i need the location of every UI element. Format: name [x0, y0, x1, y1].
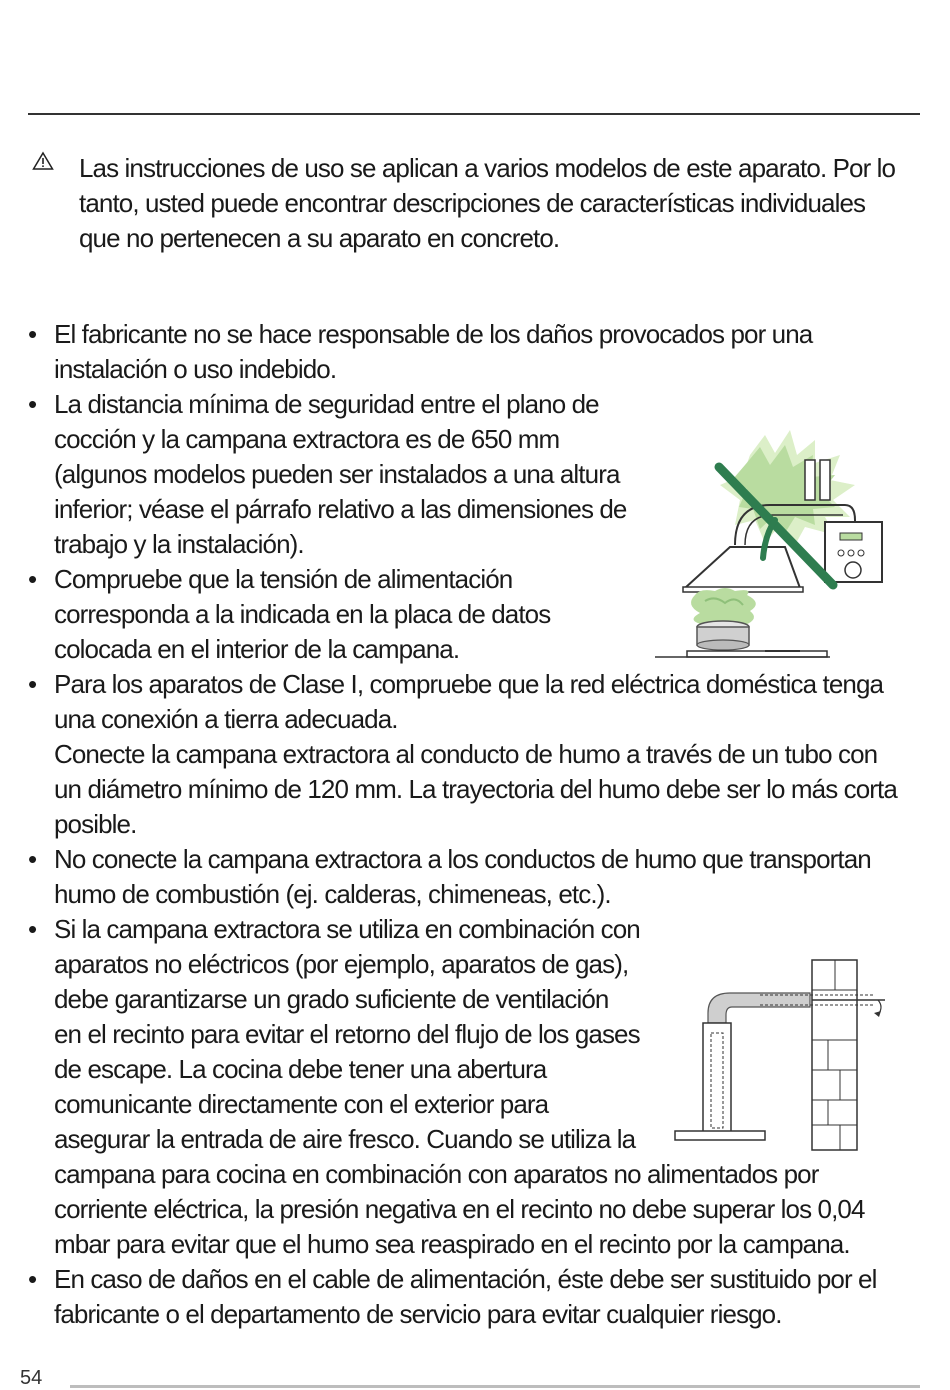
bullet-text: La distancia mínima de seguridad entre el plano de cocción y la campana extractora es de 650 mm (algunos modelos pueden ser instalados a una altura inferior; véase el párrafo relativo a las dimensiones de trabajo y la instalación).: [54, 389, 627, 559]
bullet-dot: •: [28, 319, 37, 349]
list-item: [28, 1262, 908, 1332]
duct-through-wall-illustration: [670, 955, 900, 1155]
footer-rule: [70, 1385, 920, 1388]
bullet-text: Compruebe que la tensión de alimentación corresponda a la indicada en la placa de datos colocada en el interior de la campana.: [54, 564, 551, 664]
top-rule: [28, 113, 920, 115]
bullet-text-continued: Conecte la campana extractora al conducto de humo a través de un tubo con un diámetro mínimo de 120 mm. La trayectoria del humo debe ser lo más corta posible.: [54, 739, 897, 839]
warning-triangle-icon: [32, 151, 54, 171]
bullet-dot: •: [28, 669, 37, 699]
list-item: [28, 842, 908, 912]
bullet-text: En caso de daños en el cable de alimentación, éste debe ser sustituido por el fabricante o el departamento de servicio para evitar cualquier riesgo.: [54, 1264, 877, 1329]
bullet-dot: •: [28, 564, 37, 594]
bullet-text: No conecte la campana extractora a los conductos de humo que transportan humo de combustión (ej. calderas, chimeneas, etc.).: [54, 844, 871, 909]
list-item: [28, 317, 908, 387]
bullet-dot: •: [28, 914, 37, 944]
warning-note: [32, 151, 902, 256]
hood-installation-illustration: [655, 425, 890, 665]
list-item: [28, 667, 908, 842]
note-text: Las instrucciones de uso se aplican a varios modelos de este aparato. Por lo tanto, usted puede encontrar descripciones de características individuales que no pertenecen a su aparato en concreto.: [79, 153, 896, 253]
bullet-dot: •: [28, 844, 37, 874]
page-number: 54: [20, 1367, 43, 1389]
bullet-dot: •: [28, 389, 37, 419]
bullet-dot: •: [28, 1264, 37, 1294]
bullet-text: Si la campana extractora se utiliza en combinación con aparatos no eléctricos (por ejemplo, aparatos de gas), debe garantizarse un grado suficiente de ventilación en el recinto para evitar el retorno del flujo de los gases de escape. La cocina debe tener una abertura comunicante directamente con el exterior para asegurar la entrada de aire fresco. Cuando se utiliza la campana para cocina en combinación con aparatos no alimentados por corriente eléctrica, la presión negativa en el recinto no debe superar los 0,04 mbar para evitar que el humo sea reaspirado en el recinto por la campana.: [54, 914, 865, 1259]
bullet-text: Para los aparatos de Clase I, compruebe que la red eléctrica doméstica tenga una conexión a tierra adecuada.: [54, 669, 884, 734]
bullet-text: El fabricante no se hace responsable de los daños provocados por una instalación o uso indebido.: [54, 319, 813, 384]
